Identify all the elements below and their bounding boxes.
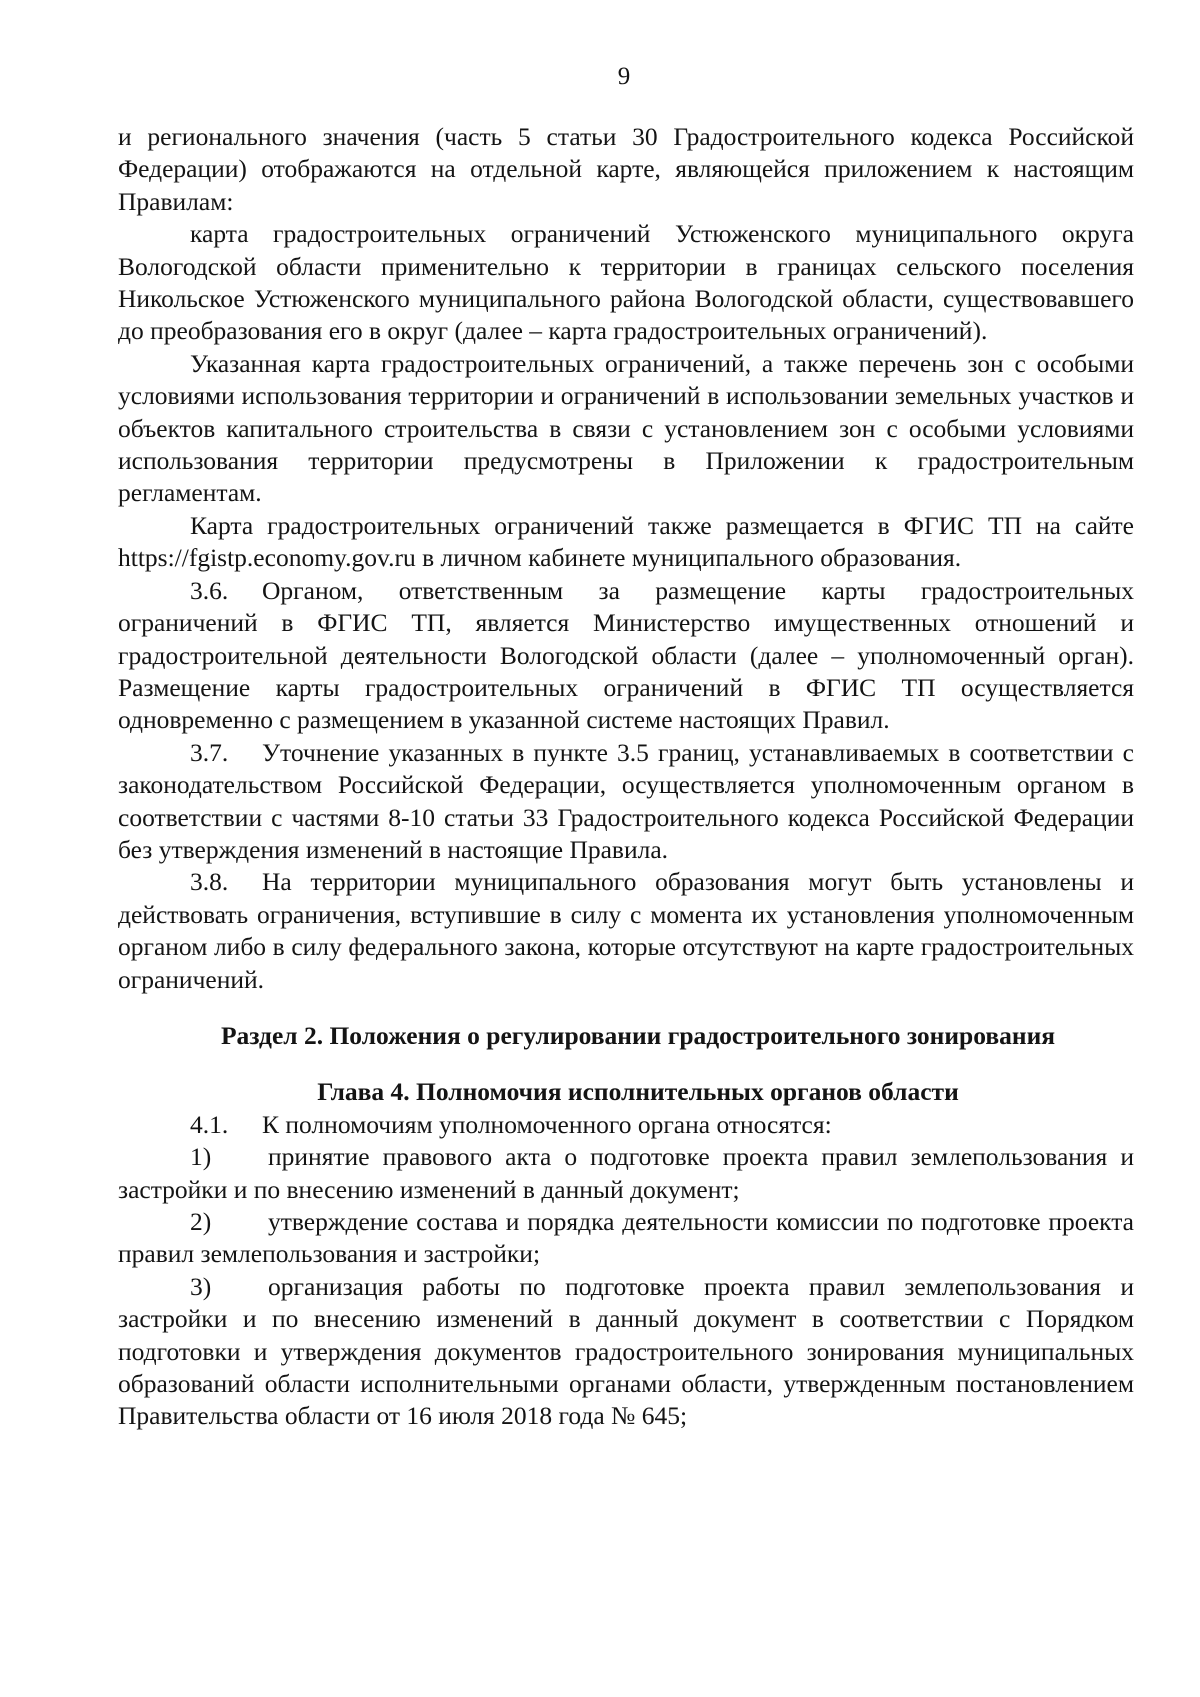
point-number: 3.8. [190, 867, 229, 897]
point-3-8 [118, 866, 1134, 996]
list-item-3 [118, 1271, 1134, 1433]
page-number: 9 [617, 63, 631, 90]
list-item-number: 1) [190, 1142, 212, 1172]
point-number: 4.1. [190, 1109, 229, 1139]
list-item-text: утверждение состава и порядка деятельности комиссии по подготовке проекта правил землепользования и застройки; [118, 1207, 1134, 1269]
paragraph-map-description: карта градостроительных ограничений Устюженского муниципального округа Вологодской области применительно к территории в границах сельского поселения Никольское Устюженского муниципального района Вологодской области, существовавшего до преобразования его в округ (далее – карта градостроительных ограничений). [118, 219, 1134, 346]
document-body [118, 121, 1134, 1433]
point-4-1 [118, 1109, 1134, 1141]
section-heading: Раздел 2. Положения о регулировании градостроительного зонирования [220, 1020, 1056, 1050]
point-text: На территории муниципального образования могут быть установлены и действовать ограничения, вступившие в силу с момента их установления уполномоченным органом либо в силу федерального закона, которые отсутствуют на карте градостроительных ограничений. [118, 867, 1134, 994]
point-text: К полномочиям уполномоченного органа относятся: [262, 1109, 832, 1139]
point-3-7 [118, 737, 1134, 867]
point-number: 3.6. [190, 575, 229, 605]
paragraph-continuation: и регионального значения (часть 5 статьи 30 Градостроительного кодекса Российской Федерации) отображаются на отдельной карте, являющейся приложением к настоящим Правилам: [118, 122, 1134, 216]
list-item-2 [118, 1206, 1134, 1271]
paragraph-map-publication: Карта градостроительных ограничений также размещается в ФГИС ТП на сайте https://fgistp.economy.gov.ru в личном кабинете муниципального образования. [118, 510, 1134, 573]
list-item-text: организация работы по подготовке проекта правил землепользования и застройки и по внесению изменений в данный документ в соответствии с Порядком подготовки и утверждения документов градостроительного зонирования муниципальных образований области исполнительными органами области, утвержденным постановлением Правительства области от 16 июля 2018 года № 645; [118, 1271, 1134, 1431]
list-item-text: принятие правового акта о подготовке проекта правил землепользования и застройки и по внесению изменений в данный документ; [118, 1142, 1134, 1204]
list-item-1 [118, 1141, 1134, 1206]
list-item-number: 3) [190, 1271, 212, 1301]
list-item-number: 2) [190, 1207, 212, 1236]
point-text: Уточнение указанных в пункте 3.5 границ, устанавливаемых в соответствии с законодательством Российской Федерации, осуществляется уполномоченным органом в соответствии с частями 8-10 статьи 33 Градостроительного кодекса Российской Федерации без утверждения изменений в настоящие Правила. [118, 737, 1134, 864]
point-number: 3.7. [190, 737, 229, 767]
chapter-heading: Глава 4. Полномочия исполнительных органов области [317, 1077, 959, 1107]
paragraph-map-contents: Указанная карта градостроительных ограничений, а также перечень зон с особыми условиями использования территории и ограничений в использовании земельных участков и объектов капитального строительства в связи с установлением зон с особыми условиями использования территории предусмотрены в Приложении к градостроительным регламентам. [118, 348, 1134, 508]
point-3-6 [118, 575, 1134, 737]
point-text: Органом, ответственным за размещение карты градостроительных ограничений в ФГИС ТП, является Министерство имущественных отношений и градостроительной деятельности Вологодской области (далее – уполномоченный орган). Размещение карты градостроительных ограничений в ФГИС ТП осуществляется одновременно с размещением в указанной системе настоящих Правил. [118, 575, 1134, 735]
